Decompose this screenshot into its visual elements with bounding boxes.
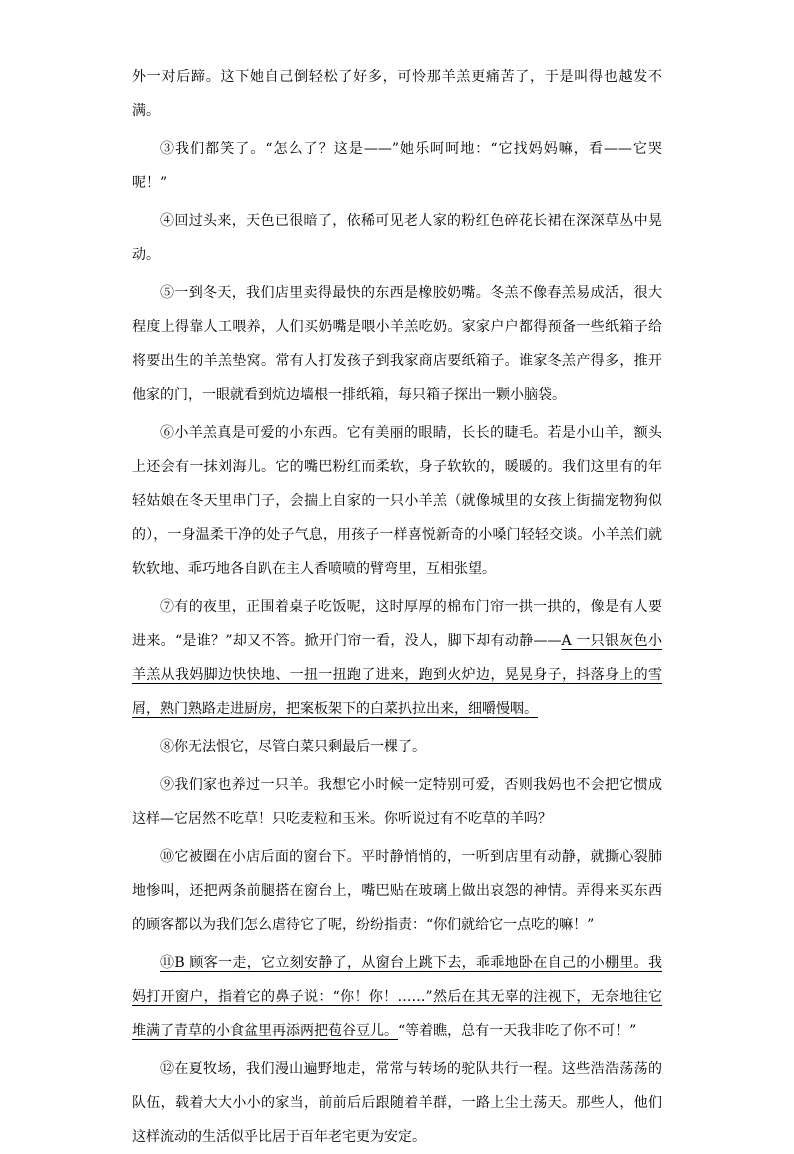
paragraph-text: ⑦有的夜里，正围着桌子吃饭呢，这时厚厚的棉布门帘一拱一拱的，像是有人要进来。“是谁？”却又不答。掀开门帘一看，没人，脚下却有动静—— — [132, 599, 662, 649]
paragraph-10 — [132, 840, 662, 942]
document-page — [132, 60, 662, 1154]
paragraph-text: ⑩它被圈在小店后面的窗台下。平时静悄悄的，一听到店里有动静，就撕心裂肺地惨叫，还把两条前腿搭在窗台上，嘴巴贴在玻璃上做出哀怨的神情。弄得来买东西的顾客都以为我们怎么虐待它了呢，纷纷指责：“你们就给它一点吃的嘛！” — [132, 849, 662, 933]
paragraph-text: ⑧你无法恨它，尽管白菜只剩最后一棵了。 — [160, 739, 426, 755]
paragraph-text: “等着瞧，总有一天我非吃了你不可！” — [398, 1023, 637, 1039]
paragraph-text: ⑤一到冬天，我们店里卖得最快的东西是橡胶奶嘴。冬羔不像春羔易成活，很大程度上得靠人工喂养，人们买奶嘴是喂小羊羔吃奶。家家户户都得预备一些纸箱子给将要出生的羊羔垫窝。常有人打发孩子到我家商店要纸箱子。谁家冬羔产得多，推开他家的门，一眼就看到炕边墙根一排纸箱，每只箱子探出一颗小脑袋。 — [132, 285, 662, 403]
paragraph-text: ③我们都笑了。“怎么了？这是——”她乐呵呵地：“它找妈妈嘛，看——它哭呢！” — [132, 141, 662, 191]
paragraph-7 — [132, 590, 662, 726]
paragraph-text: 外一对后蹄。这下她自己倒轻松了好多，可怜那羊羔更痛苦了，于是叫得也越发不满。 — [132, 69, 662, 119]
paragraph-5 — [132, 276, 662, 412]
paragraph-6 — [132, 416, 662, 586]
paragraph-text: ⑫在夏牧场，我们漫山遍野地走，常常与转场的驼队共行一程。这些浩浩荡荡的队伍，载着大大小小的家当，前前后后跟随着羊群，一路上尘土荡天。那些人，他们这样流动的生活似乎比居于百年老宅更为安定。 — [132, 1061, 662, 1145]
paragraph-text: ④回过头来，天色已很暗了，依稀可见老人家的粉红色碎花长裙在深深草丛中晃动。 — [132, 213, 662, 263]
paragraph-8 — [132, 730, 662, 764]
paragraph-continuation — [132, 60, 662, 128]
paragraph-4 — [132, 204, 662, 272]
paragraph-text: ⑥小羊羔真是可爱的小东西。它有美丽的眼睛，长长的睫毛。若是小山羊，额头上还会有一抹刘海儿。它的嘴巴粉红而柔软，身子软软的，暖暖的。我们这里有的年轻姑娘在冬天里串门子，会揣上自家的一只小羊羔（就像城里的女孩上街揣宠物狗似的），一身温柔干净的处子气息，用孩子一样喜悦新奇的小嗓门轻轻交谈。小羊羔们就软软地、乖巧地各自趴在主人香喷喷的臂弯里，互相张望。 — [132, 425, 662, 577]
paragraph-3 — [132, 132, 662, 200]
paragraph-text: ⑨我们家也养过一只羊。我想它小时候一定特别可爱，否则我妈也不会把它惯成这样—它居然不吃草！只吃麦粒和玉米。你听说过有不吃草的羊吗？ — [132, 777, 662, 827]
paragraph-9 — [132, 768, 662, 836]
underlined-passage-a: A 一只银灰色小羊羔从我妈脚边快快地、一扭一扭跑了进来，跑到火炉边，晃晃身子，抖落身上的雪屑，熟门熟路走进厨房，把案板架下的白菜扒拉出来，细嚼慢咽。 — [132, 633, 662, 717]
underlined-passage-b: ⑪B 顾客一走，它立刻安静了，从窗台上跳下去，乖乖地卧在自己的小棚里。我妈打开窗户，指着它的鼻子说：“你！你！……”然后在其无辜的注视下，无奈地往它堆满了青草的小食盆里再添两把苞谷豆儿。 — [132, 955, 662, 1039]
paragraph-11 — [132, 946, 662, 1048]
paragraph-12 — [132, 1052, 662, 1154]
